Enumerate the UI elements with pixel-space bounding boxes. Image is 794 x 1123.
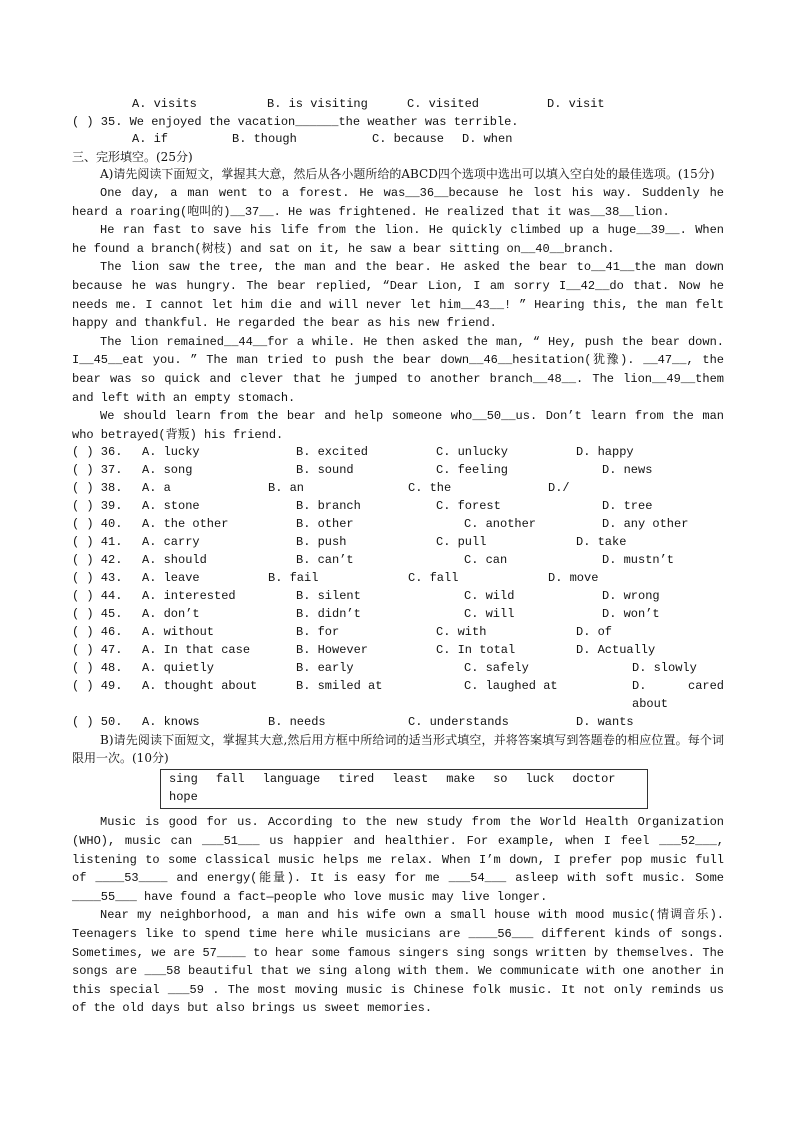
option: A. leave: [142, 571, 200, 586]
option: A. In that case: [142, 643, 251, 658]
question-row: [72, 624, 724, 642]
option: C. wild: [464, 589, 515, 604]
question-number: ( ) 50.: [72, 715, 123, 730]
option: D. happy: [576, 445, 634, 460]
passage-paragraph: One day, a man went to a forest. He was__36__because he lost his way. Suddenly he heard a roaring(咆叫的)__37__. He was frightened. He realized that it was__38__lion.: [72, 185, 724, 219]
q34-options: [72, 96, 724, 114]
option: A. should: [142, 553, 207, 568]
word-box: [160, 769, 648, 809]
option: B. push: [296, 535, 347, 550]
option: D. visit: [547, 97, 605, 111]
option: A. quietly: [142, 661, 215, 676]
option: C. pull: [436, 535, 487, 550]
option: C. another: [464, 517, 537, 532]
passage-paragraph: We should learn from the bear and help someone who__50__us. Don’t learn from the man who betrayed(背叛) his friend.: [72, 409, 724, 442]
option: C. unlucky: [436, 445, 509, 460]
option: B. However: [296, 643, 369, 658]
option: A. don’t: [142, 607, 200, 622]
question-row: [72, 462, 724, 480]
question-number: ( ) 45.: [72, 607, 123, 622]
word: doctor: [572, 772, 616, 787]
option: A. without: [142, 625, 215, 640]
option: B. other: [296, 517, 354, 532]
option: D. wants: [576, 715, 634, 730]
option: B. though: [232, 132, 297, 147]
option: A. carry: [142, 535, 200, 550]
word: make: [446, 772, 476, 787]
question-row: [72, 642, 724, 660]
option: A. knows: [142, 715, 200, 730]
q35-stem: [72, 114, 724, 132]
question-row-spacer: [72, 696, 724, 714]
question-number: ( ) 48.: [72, 661, 123, 676]
option: C. forest: [436, 499, 501, 514]
option: D. move: [548, 571, 599, 586]
word: language: [262, 772, 321, 787]
option: B. needs: [268, 715, 326, 730]
option: C. will: [464, 607, 515, 622]
option: D. any other: [602, 517, 689, 532]
option: C. with: [436, 625, 487, 640]
question-row: [72, 678, 724, 711]
option: B. excited: [296, 445, 369, 460]
word: tired: [338, 772, 375, 787]
option: D. slowly: [632, 661, 697, 676]
option: D. when: [462, 132, 513, 147]
question-row: [72, 606, 724, 624]
question-number: ( ) 47.: [72, 643, 123, 658]
option: A. a: [142, 481, 171, 496]
passage-paragraph: The lion remained__44__for a while. He then asked the man, “ Hey, push the bear down. I__45__eat you. ” The man tried to push the bear down__46__hesitation(犹豫). __47__, the bear was so quick and clever that he jumped to another branch__48__. The lion__49__them and left with an empty stomach.: [72, 334, 724, 405]
option: C. the: [408, 481, 452, 496]
question-number: ( ) 41.: [72, 535, 123, 550]
option: B. an: [268, 481, 305, 496]
option: A. song: [142, 463, 193, 478]
option: A. stone: [142, 499, 200, 514]
word: fall: [215, 772, 245, 787]
question-number: ( ) 37.: [72, 463, 123, 478]
option: D. Actually: [576, 643, 656, 658]
question-number: ( ) 38.: [72, 481, 123, 496]
option: D. cared about: [632, 679, 724, 711]
question-list: [72, 444, 724, 732]
word: sing: [169, 772, 198, 787]
part-b-instruction: B)请先阅读下面短文，掌握其大意,然后用方框中所给词的适当形式填空，并将答案填写到答题卷的相应位置。每个词限用一次。(10分): [72, 733, 724, 765]
option: B. sound: [296, 463, 354, 478]
option: B. fail: [268, 571, 319, 586]
option: D. tree: [602, 499, 653, 514]
option: C. fall: [408, 571, 459, 586]
option: A. thought about: [142, 679, 258, 694]
question-number: ( ) 36.: [72, 445, 123, 460]
option: D. news: [602, 463, 653, 478]
passage-paragraph: Music is good for us. According to the new study from the World Health Organization (WHO), music can ___51___ us happier and healthier. For example, when I feel ___52___, listening to some classical music helps me relax. When I’m down, I prefer pop music full of ____53____ and energy(能量). It is easy for me ___54___ asleep with soft music. Some ____55___ have found a fact—people who love music may live longer.: [72, 815, 724, 904]
question-row: [72, 498, 724, 516]
question-row: [72, 534, 724, 552]
option: B. is visiting: [267, 97, 368, 111]
option: C. can: [464, 553, 508, 568]
word: so: [493, 772, 508, 787]
option: A. interested: [142, 589, 236, 604]
option: D. of: [576, 625, 613, 640]
question-row: [72, 552, 724, 570]
part-a-passage: [72, 184, 724, 444]
option: B. branch: [296, 499, 361, 514]
question-row: [72, 588, 724, 606]
question-row: [72, 570, 724, 588]
part-b-passage: [72, 813, 724, 1018]
option: B. didn’t: [296, 607, 361, 622]
question-row: [72, 660, 724, 678]
option: D. wrong: [602, 589, 660, 604]
blank: ______: [295, 114, 339, 129]
option: A. visits: [132, 97, 197, 111]
part-a-instruction: A)请先阅读下面短文，掌握其大意，然后从各小题所给的ABCD四个选项中选出可以填入空白处的最佳选项。(15分): [100, 167, 715, 182]
option: C. understands: [408, 715, 509, 730]
passage-paragraph: He ran fast to save his life from the lion. He quickly climbed up a huge__39__. When he found a branch(树枝) and sat on it, he saw a bear sitting on__40__branch.: [72, 223, 724, 256]
option: A. the other: [142, 517, 229, 532]
question-number: ( ) 43.: [72, 571, 123, 586]
question-text: ( ) 35. We enjoyed the vacation: [72, 114, 296, 129]
question-row: [72, 516, 724, 534]
option: D. take: [576, 535, 627, 550]
option: D./: [548, 481, 570, 496]
option: C. laughed at: [464, 679, 558, 694]
word: least: [392, 772, 429, 787]
option: B. silent: [296, 589, 361, 604]
question-number: ( ) 40.: [72, 517, 123, 532]
question-number: ( ) 46.: [72, 625, 123, 640]
option: A. if: [132, 132, 169, 147]
question-row: [72, 714, 724, 732]
option: B. smiled at: [296, 679, 383, 694]
option: C. safely: [464, 661, 529, 676]
exam-page: [72, 96, 724, 1018]
option: C. because: [372, 132, 445, 147]
option: B. for: [296, 625, 340, 640]
option: C. feeling: [436, 463, 509, 478]
question-row: [72, 480, 724, 498]
q35-options: [72, 131, 724, 149]
question-row: [72, 444, 724, 462]
question-text: the weather was terrible.: [338, 114, 519, 129]
question-number: ( ) 42.: [72, 553, 123, 568]
word: hope: [169, 790, 198, 805]
option: D. won’t: [602, 607, 660, 622]
question-number: ( ) 44.: [72, 589, 123, 604]
passage-paragraph: The lion saw the tree, the man and the bear. He asked the bear to__41__the man down because he was hungry. The bear replied, “Dear Lion, I am sorry I__42__do that. Now he needs me. I cannot let him die and will never let him__43__! ” Hearing this, the man felt happy and thankful. He regarded the bear as his new friend.: [72, 260, 724, 331]
section-title: 三、完形填空。(25分): [72, 149, 193, 164]
word: luck: [525, 772, 555, 787]
option: B. early: [296, 661, 354, 676]
passage-paragraph: Near my neighborhood, a man and his wife own a small house with mood music(情调音乐). Teenagers like to spend time here while musicians are ____56___ different kinds of songs. Sometimes, we are 57____ to hear some famous singers sing songs written by themselves. The songs are ___58 beautiful that we sing along with them. We communicate with one another in this special ___59 . The most moving music is Chinese folk music. It not only reminds us of the old days but also brings us sweet memories.: [72, 908, 724, 1016]
question-number: ( ) 49.: [72, 679, 123, 694]
option: C. In total: [436, 643, 516, 658]
option: D. mustn’t: [602, 553, 675, 568]
option: B. can’t: [296, 553, 354, 568]
question-number: ( ) 39.: [72, 499, 123, 514]
option: A. lucky: [142, 445, 200, 460]
option: C. visited: [407, 97, 480, 111]
